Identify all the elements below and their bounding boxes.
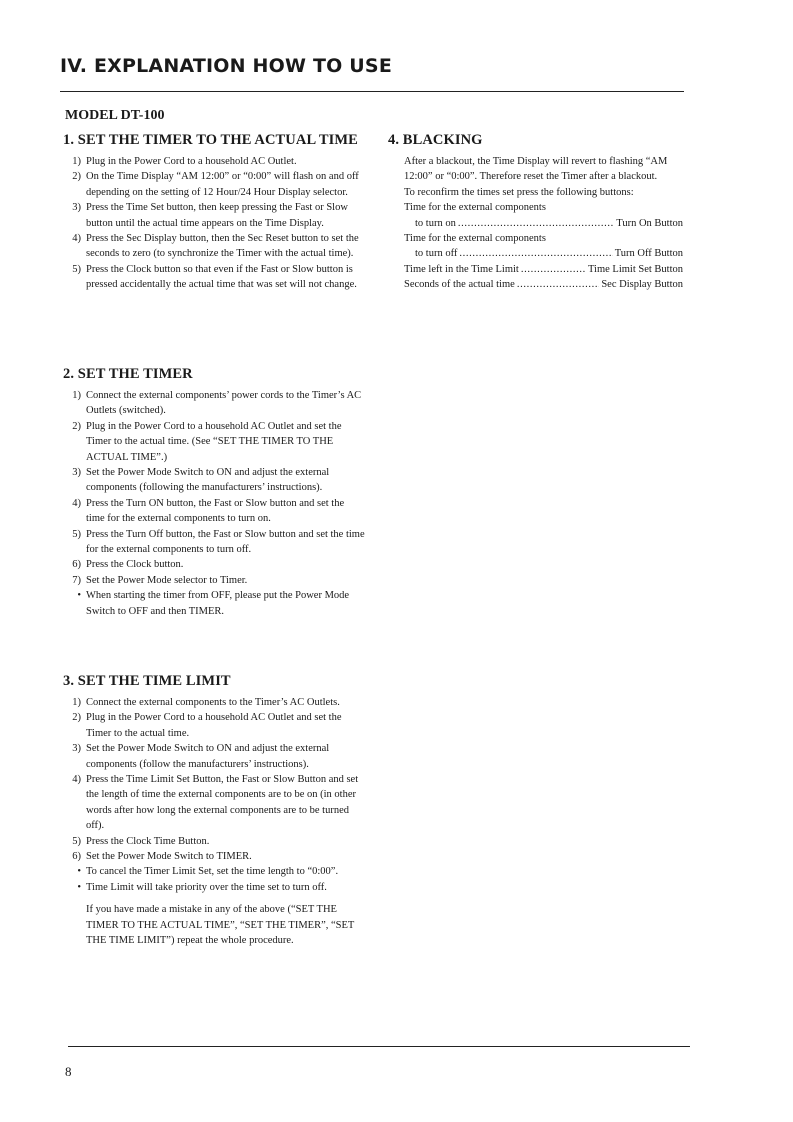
step-number: 2) [72, 171, 81, 183]
list-item [63, 695, 368, 710]
list-item [63, 588, 365, 619]
step-text: Set the Power Mode Switch to TIMER. [86, 851, 252, 863]
step-text: Press the Sec Display button, then the Sec Reset button to set the seconds to zero (to synchronize the Timer with the actual time). [86, 233, 359, 260]
list-item [63, 557, 365, 572]
list-item [63, 262, 365, 293]
step-number: 1) [72, 156, 81, 167]
step-text: Press the Time Limit Set Button, the Fast or Slow Button and set the length of time the external components are to be on (in other words after how long the external components are to be turned off). [86, 774, 359, 832]
section-title: 4. BLACKING [388, 132, 483, 148]
step-text: Press the Clock button. [86, 559, 184, 571]
step-number: 4) [72, 774, 81, 786]
turn-off-row [404, 246, 683, 261]
step-list [63, 695, 368, 895]
step-number: 3) [72, 202, 81, 214]
step-number: 4) [72, 497, 81, 509]
list-item [63, 527, 365, 558]
step-number: 5) [72, 263, 81, 275]
seconds-row [404, 277, 683, 292]
step-number: 4) [72, 233, 81, 245]
time-left-row [404, 262, 683, 277]
step-text: Connect the external components’ power cords to the Timer’s AC Outlets (switched). [86, 390, 362, 417]
turn-on-label: Time for the external components [404, 202, 546, 214]
section-title: 3. SET THE TIME LIMIT [63, 673, 231, 689]
closing-note: If you have made a mistake in any of the above (“SET THE TIMER TO THE ACTUAL TIME”, “SET THE TIMER”, “SET THE TIME LIMIT”) repeat the whole procedure. [86, 904, 355, 947]
step-text: Press the Clock button so that even if the Fast or Slow button is pressed accidentally the actual time that was set will not change. [86, 263, 357, 291]
note-text: To cancel the Timer Limit Set, set the time length to “0:00”. [86, 866, 339, 878]
list-item [63, 710, 368, 741]
list-item [63, 772, 368, 834]
step-text: Set the Power Mode selector to Timer. [86, 574, 248, 586]
step-text: Press the Turn ON button, the Fast or Slow button and set the time for the external components to turn on. [86, 497, 345, 525]
section-title: 1. SET THE TIMER TO THE ACTUAL TIME [63, 132, 358, 148]
section-set-time-limit [63, 673, 368, 949]
step-number: 2) [72, 712, 81, 724]
page-heading: IV. EXPLANATION HOW TO USE [60, 55, 392, 77]
list-item [63, 573, 365, 588]
section-title: 2. SET THE TIMER [63, 366, 193, 382]
list-item [63, 496, 365, 527]
step-number: 1) [72, 390, 81, 401]
list-item [63, 864, 368, 879]
list-item [63, 200, 365, 231]
list-item [63, 169, 365, 200]
list-item [63, 419, 365, 465]
turn-on-button-name: Turn On Button [616, 217, 683, 229]
step-text: Set the Power Mode Switch to ON and adjust the external components (follow the manufacturers’ instructions). [86, 743, 330, 770]
blackout-intro: After a blackout, the Time Display will revert to flashing “AM 12:00” or “0:00”. Therefore reset the Timer after a blackout. [404, 156, 668, 183]
step-text: Plug in the Power Cord to a household AC Outlet and set the Timer to the actual time. (See “SET THE TIMER TO THE ACTUAL TIME”.) [86, 420, 342, 463]
bullet: • [77, 866, 81, 878]
step-text: Connect the external components to the Timer’s AC Outlets. [86, 697, 340, 708]
note-text: When starting the timer from OFF, please put the Power Mode Switch to OFF and then TIMER. [86, 590, 350, 617]
step-number: 3) [72, 467, 81, 479]
time-limit-set-button-name: Time Limit Set Button [587, 263, 683, 275]
sec-display-button-name: Sec Display Button [601, 279, 683, 291]
step-list [63, 154, 365, 293]
section-set-actual-time [63, 132, 365, 293]
step-text: Set the Power Mode Switch to ON and adjust the external components (following the manufacturers’ instructions). [86, 467, 330, 494]
section-blacking [388, 132, 683, 293]
step-text: Press the Clock Time Button. [86, 835, 210, 847]
bullet: • [77, 590, 81, 602]
reconfirm-text: To reconfirm the times set press the following buttons: [404, 186, 634, 198]
list-item [63, 880, 368, 895]
step-number: 5) [72, 528, 81, 540]
turn-off-sub: to turn off [415, 248, 458, 260]
bottom-divider [68, 1046, 690, 1047]
step-text: On the Time Display “AM 12:00” or “0:00” will flash on and off depending on the setting of 12 Hour/24 Hour Display selector. [86, 171, 359, 198]
dot-leader [458, 216, 614, 231]
bullet: • [77, 881, 81, 893]
step-text: Press the Time Set button, then keep pressing the Fast or Slow button until the actual time appears on the Time Display. [86, 202, 348, 229]
turn-off-label: Time for the external components [404, 233, 546, 245]
step-text: Press the Turn Off button, the Fast or Slow button and set the time for the external components to turn off. [86, 528, 365, 556]
top-divider [60, 91, 684, 92]
list-item [63, 849, 368, 864]
step-number: 7) [72, 574, 81, 586]
step-number: 3) [72, 743, 81, 755]
dot-leader [517, 277, 600, 292]
list-item [63, 465, 365, 496]
section-set-timer [63, 366, 365, 619]
list-item [63, 231, 365, 262]
list-item [63, 834, 368, 849]
model-label: MODEL DT-100 [65, 108, 165, 123]
turn-off-button-name: Turn Off Button [614, 248, 683, 260]
seconds-label: Seconds of the actual time [404, 279, 515, 291]
step-list [63, 388, 365, 619]
blacking-body [388, 154, 683, 293]
list-item [63, 741, 368, 772]
list-item [63, 154, 365, 169]
step-text: Plug in the Power Cord to a household AC Outlet and set the Timer to the actual time. [86, 712, 342, 739]
step-number: 2) [72, 420, 81, 432]
step-number: 5) [72, 835, 81, 847]
turn-on-sub: to turn on [415, 217, 456, 229]
page-number: 8 [65, 1064, 72, 1079]
turn-on-row [404, 216, 683, 231]
dot-leader [521, 262, 586, 277]
list-item [63, 388, 365, 419]
note-text: Time Limit will take priority over the time set to turn off. [86, 881, 327, 893]
dot-leader [459, 246, 612, 261]
step-number: 6) [72, 851, 81, 863]
step-text: Plug in the Power Cord to a household AC Outlet. [86, 156, 297, 167]
time-left-label: Time left in the Time Limit [404, 263, 519, 275]
step-number: 1) [72, 697, 81, 708]
step-number: 6) [72, 559, 81, 571]
